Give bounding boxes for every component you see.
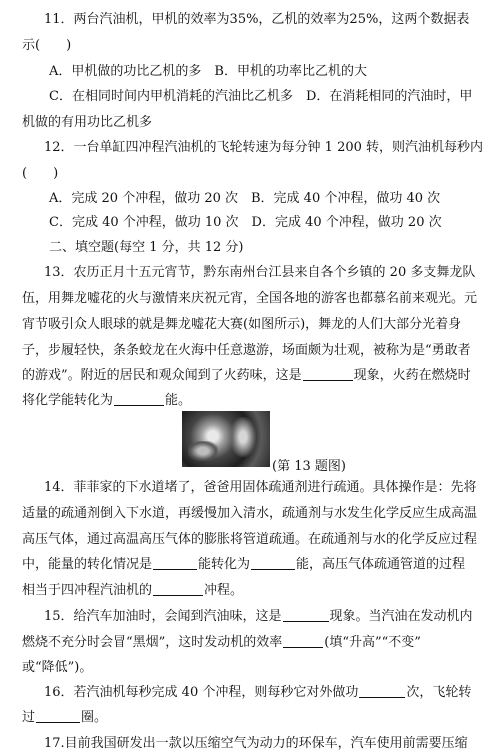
dragon-dance-photo: [182, 411, 270, 467]
q12-line-1: 12．一台单缸四冲程汽油机的飞轮转速为每分钟 1 200 转，则汽油机每秒内: [44, 140, 484, 155]
figure-caption: (第 13 题图): [272, 459, 346, 474]
q11-option-ab: A．甲机做的功比乙机的多 B．甲机的功率比乙机的大: [49, 64, 367, 79]
q14-line-2: 适量的疏通剂倒入下水道，再缓慢加入清水，疏通剂与水发生化学反应生成高温: [22, 506, 478, 521]
q15-line-2: 燃烧不充分时会冒“黑烟”，这时发动机的效率 (填“升高”“不变”: [22, 635, 421, 650]
q15-line-3: 或“降低”)。: [22, 660, 93, 675]
q13-line-5: 的游戏”。附近的居民和观众闻到了火药味，这是 现象，火药在燃烧时: [22, 368, 471, 383]
answer-blank[interactable]: [303, 366, 353, 381]
answer-blank[interactable]: [36, 708, 80, 723]
q11-line-2: 示( ): [22, 38, 72, 53]
answer-blank[interactable]: [283, 633, 323, 648]
answer-blank[interactable]: [251, 555, 295, 570]
q11-line-1: 11．两台汽油机，甲机的效率为35%，乙机的效率为25%，这两个数据表: [44, 12, 470, 27]
q14-line-5: 相当于四冲程汽油机的 冲程。: [22, 583, 244, 598]
q17-line-1: 17.目前我国研发出一款以压缩空气为动力的环保车，汽车使用前需要压缩: [44, 736, 468, 751]
q13-line-4: 子，步履轻快，条条蛟龙在火海中任意遨游，场面颇为壮观，被称为是“勇敢者: [22, 343, 471, 358]
q14-line-1: 14．菲菲家的下水道堵了，爸爸用固体疏通剂进行疏通。具体操作是：先将: [44, 480, 477, 495]
q14-line-3: 高压气体，通过高温高压气体的膨胀将管道疏通。在疏通剂与水的化学反应过程: [22, 532, 478, 547]
q13-line-2: 伍，用舞龙嘘花的火与激情来庆祝元宵，全国各地的游客也都慕名前来观光。元: [22, 291, 478, 306]
answer-blank[interactable]: [283, 607, 329, 622]
section-heading: 二、填空题(每空 1 分，共 12 分): [49, 240, 244, 255]
q16-line-1: 16．若汽油机每秒完成 40 个冲程，则每秒它对外做功 次，飞轮转: [44, 685, 472, 700]
q15-line-1: 15．给汽车加油时，会闻到汽油味，这是 现象。当汽油在发动机内: [44, 609, 473, 624]
q12-option-ab: A．完成 20 个冲程，做功 20 次 B．完成 40 个冲程，做功 40 次: [49, 191, 441, 206]
q12-option-cd: C．完成 40 个冲程，做功 10 次 D．完成 40 个冲程，做功 20 次: [49, 215, 442, 230]
answer-blank[interactable]: [114, 391, 164, 406]
q13-line-1: 13．农历正月十五元宵节，黔东南州台江县来自各个乡镇的 20 多支舞龙队: [44, 265, 476, 280]
q13-line-6: 将化学能转化为 能。: [22, 393, 192, 408]
q12-line-2: ( ): [22, 166, 59, 181]
q11-option-d-cont: 机做的有用功比乙机多: [22, 115, 153, 130]
answer-blank[interactable]: [153, 555, 197, 570]
q11-option-cd: C．在相同时间内甲机消耗的汽油比乙机多 D．在消耗相同的汽油时，甲: [49, 89, 473, 104]
q13-line-3: 宵节吸引众人眼球的就是舞龙嘘花大赛(如图所示)，舞龙的人们大部分光着身: [22, 317, 462, 332]
answer-blank[interactable]: [359, 683, 405, 698]
answer-blank[interactable]: [153, 581, 203, 596]
q14-line-4: 中，能量的转化情况是 能转化为 能，高压气体疏通管道的过程: [22, 557, 466, 572]
q16-line-2: 过 圈。: [22, 710, 108, 725]
